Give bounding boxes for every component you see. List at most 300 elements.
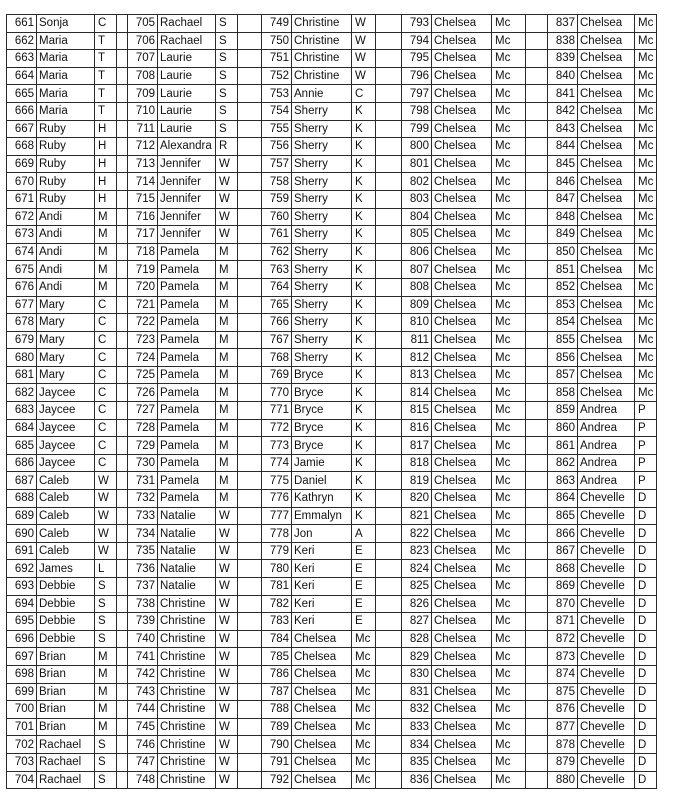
first-name-cell: Chelsea	[432, 32, 492, 50]
entry-number-cell: 705	[128, 15, 158, 33]
entry-number-cell: 822	[402, 525, 432, 543]
first-name-cell: Mary	[37, 296, 95, 314]
empty-cell	[238, 507, 262, 525]
empty-cell	[117, 15, 128, 33]
code-cell: Mc	[492, 296, 526, 314]
first-name-cell: Ruby	[37, 190, 95, 208]
empty-cell	[238, 138, 262, 156]
first-name-cell: Maria	[37, 32, 95, 50]
code-cell: Mc	[492, 102, 526, 120]
code-cell: E	[352, 578, 376, 596]
entry-number-cell: 770	[262, 384, 292, 402]
entry-number-cell: 779	[262, 542, 292, 560]
first-name-cell: Chelsea	[432, 542, 492, 560]
entry-number-cell: 767	[262, 331, 292, 349]
first-name-cell: Rachael	[37, 736, 95, 754]
first-name-cell: Ruby	[37, 173, 95, 191]
code-cell: M	[95, 261, 117, 279]
entry-number-cell: 812	[402, 349, 432, 367]
empty-cell	[526, 419, 548, 437]
empty-cell	[238, 366, 262, 384]
code-cell: K	[352, 102, 376, 120]
code-cell: M	[95, 648, 117, 666]
first-name-cell: Pamela	[158, 261, 216, 279]
first-name-cell: Christine	[292, 67, 352, 85]
entry-number-cell: 668	[7, 138, 37, 156]
first-name-cell: Chelsea	[432, 507, 492, 525]
first-name-cell: Chelsea	[432, 595, 492, 613]
entry-number-cell: 784	[262, 630, 292, 648]
first-name-cell: Chelsea	[432, 50, 492, 68]
empty-cell	[526, 366, 548, 384]
first-name-cell: Chelsea	[578, 15, 635, 33]
entry-number-cell: 776	[262, 490, 292, 508]
code-cell: Mc	[492, 630, 526, 648]
code-cell: Mc	[492, 67, 526, 85]
empty-cell	[238, 190, 262, 208]
first-name-cell: Chelsea	[578, 349, 635, 367]
empty-cell	[117, 771, 128, 789]
first-name-cell: Chelsea	[292, 683, 352, 701]
code-cell: K	[352, 437, 376, 455]
code-cell: K	[352, 120, 376, 138]
first-name-cell: Chelsea	[292, 648, 352, 666]
entry-number-cell: 826	[402, 595, 432, 613]
empty-cell	[117, 542, 128, 560]
code-cell: S	[216, 32, 238, 50]
code-cell: D	[635, 701, 657, 719]
entry-number-cell: 712	[128, 138, 158, 156]
first-name-cell: Chelsea	[578, 314, 635, 332]
code-cell: S	[216, 120, 238, 138]
empty-cell	[238, 349, 262, 367]
code-cell: Mc	[635, 243, 657, 261]
first-name-cell: Chelsea	[432, 190, 492, 208]
first-name-cell: Pamela	[158, 384, 216, 402]
first-name-cell: Brian	[37, 718, 95, 736]
empty-cell	[117, 278, 128, 296]
code-cell: W	[216, 665, 238, 683]
empty-cell	[526, 771, 548, 789]
first-name-cell: Jon	[292, 525, 352, 543]
code-cell: W	[216, 542, 238, 560]
code-cell: Mc	[492, 349, 526, 367]
entry-number-cell: 666	[7, 102, 37, 120]
empty-cell	[238, 648, 262, 666]
first-name-cell: Andi	[37, 261, 95, 279]
code-cell: M	[216, 402, 238, 420]
empty-cell	[376, 613, 402, 631]
code-cell: Mc	[492, 525, 526, 543]
empty-cell	[376, 261, 402, 279]
code-cell: D	[635, 718, 657, 736]
code-cell: Mc	[635, 208, 657, 226]
first-name-cell: Rachael	[37, 771, 95, 789]
entry-number-cell: 851	[548, 261, 578, 279]
first-name-cell: Ruby	[37, 155, 95, 173]
code-cell: Mc	[492, 314, 526, 332]
code-cell: Mc	[492, 665, 526, 683]
first-name-cell: Chelsea	[578, 173, 635, 191]
empty-cell	[376, 525, 402, 543]
entry-number-cell: 867	[548, 542, 578, 560]
first-name-cell: Pamela	[158, 349, 216, 367]
entry-number-cell: 691	[7, 542, 37, 560]
empty-cell	[238, 718, 262, 736]
entry-number-cell: 817	[402, 437, 432, 455]
first-name-cell: Chelsea	[432, 454, 492, 472]
entry-number-cell: 696	[7, 630, 37, 648]
first-name-cell: Pamela	[158, 437, 216, 455]
code-cell: Mc	[492, 701, 526, 719]
code-cell: Mc	[635, 314, 657, 332]
empty-cell	[376, 32, 402, 50]
code-cell: Mc	[492, 472, 526, 490]
empty-cell	[117, 296, 128, 314]
first-name-cell: Rachael	[158, 32, 216, 50]
first-name-cell: Caleb	[37, 472, 95, 490]
code-cell: P	[635, 402, 657, 420]
entry-number-cell: 815	[402, 402, 432, 420]
code-cell: Mc	[635, 102, 657, 120]
entry-number-cell: 671	[7, 190, 37, 208]
entry-number-cell: 791	[262, 753, 292, 771]
table-row	[7, 718, 657, 736]
first-name-cell: Jamie	[292, 454, 352, 472]
first-name-cell: Pamela	[158, 296, 216, 314]
code-cell: K	[352, 226, 376, 244]
entry-number-cell: 861	[548, 437, 578, 455]
first-name-cell: Chelsea	[578, 85, 635, 103]
code-cell: Mc	[635, 296, 657, 314]
entry-number-cell: 680	[7, 349, 37, 367]
entry-number-cell: 747	[128, 753, 158, 771]
entry-number-cell: 814	[402, 384, 432, 402]
empty-cell	[376, 701, 402, 719]
code-cell: Mc	[492, 120, 526, 138]
first-name-cell: Sherry	[292, 102, 352, 120]
entry-number-cell: 819	[402, 472, 432, 490]
entry-number-cell: 876	[548, 701, 578, 719]
code-cell: Mc	[635, 349, 657, 367]
entry-number-cell: 727	[128, 402, 158, 420]
first-name-cell: Keri	[292, 613, 352, 631]
entry-number-cell: 749	[262, 15, 292, 33]
empty-cell	[376, 560, 402, 578]
table-row	[7, 472, 657, 490]
code-cell: W	[216, 736, 238, 754]
first-name-cell: Chelsea	[292, 701, 352, 719]
code-cell: Mc	[492, 402, 526, 420]
entry-number-cell: 816	[402, 419, 432, 437]
first-name-cell: Chelsea	[578, 226, 635, 244]
empty-cell	[526, 67, 548, 85]
code-cell: K	[352, 454, 376, 472]
empty-cell	[238, 542, 262, 560]
code-cell: Mc	[635, 15, 657, 33]
entry-number-cell: 720	[128, 278, 158, 296]
empty-cell	[526, 85, 548, 103]
first-name-cell: Mary	[37, 314, 95, 332]
empty-cell	[238, 32, 262, 50]
code-cell: Mc	[492, 50, 526, 68]
code-cell: Mc	[492, 718, 526, 736]
code-cell: S	[95, 630, 117, 648]
first-name-cell: Chelsea	[432, 613, 492, 631]
code-cell: S	[216, 50, 238, 68]
empty-cell	[117, 419, 128, 437]
first-name-cell: Jaycee	[37, 454, 95, 472]
empty-cell	[117, 578, 128, 596]
code-cell: W	[95, 542, 117, 560]
code-cell: Mc	[492, 490, 526, 508]
code-cell: Mc	[492, 595, 526, 613]
entry-number-cell: 857	[548, 366, 578, 384]
entry-number-cell: 877	[548, 718, 578, 736]
first-name-cell: Chevelle	[578, 753, 635, 771]
code-cell: K	[352, 173, 376, 191]
entry-number-cell: 707	[128, 50, 158, 68]
first-name-cell: Sherry	[292, 314, 352, 332]
entry-number-cell: 789	[262, 718, 292, 736]
code-cell: K	[352, 331, 376, 349]
first-name-cell: Chelsea	[578, 296, 635, 314]
entry-number-cell: 735	[128, 542, 158, 560]
entry-number-cell: 702	[7, 736, 37, 754]
entry-number-cell: 858	[548, 384, 578, 402]
empty-cell	[376, 366, 402, 384]
first-name-cell: Pamela	[158, 419, 216, 437]
entry-number-cell: 865	[548, 507, 578, 525]
first-name-cell: Chelsea	[432, 683, 492, 701]
empty-cell	[376, 349, 402, 367]
entry-number-cell: 820	[402, 490, 432, 508]
empty-cell	[526, 507, 548, 525]
entry-number-cell: 773	[262, 437, 292, 455]
empty-cell	[117, 32, 128, 50]
entry-number-cell: 687	[7, 472, 37, 490]
empty-cell	[526, 296, 548, 314]
first-name-cell: Chevelle	[578, 490, 635, 508]
entry-number-cell: 732	[128, 490, 158, 508]
code-cell: Mc	[635, 261, 657, 279]
code-cell: L	[95, 560, 117, 578]
code-cell: Mc	[492, 85, 526, 103]
table-row	[7, 525, 657, 543]
first-name-cell: Chelsea	[432, 278, 492, 296]
code-cell: M	[95, 243, 117, 261]
empty-cell	[376, 595, 402, 613]
first-name-cell: Debbie	[37, 595, 95, 613]
entry-number-cell: 835	[402, 753, 432, 771]
entry-number-cell: 818	[402, 454, 432, 472]
empty-cell	[376, 490, 402, 508]
entry-number-cell: 704	[7, 771, 37, 789]
entry-number-cell: 745	[128, 718, 158, 736]
table-row	[7, 208, 657, 226]
code-cell: Mc	[492, 683, 526, 701]
first-name-cell: Bryce	[292, 402, 352, 420]
code-cell: M	[216, 314, 238, 332]
code-cell: Mc	[492, 507, 526, 525]
empty-cell	[117, 190, 128, 208]
entry-number-cell: 759	[262, 190, 292, 208]
empty-cell	[117, 226, 128, 244]
empty-cell	[526, 226, 548, 244]
first-name-cell: Christine	[158, 701, 216, 719]
first-name-cell: Natalie	[158, 525, 216, 543]
first-name-cell: Keri	[292, 578, 352, 596]
first-name-cell: Caleb	[37, 507, 95, 525]
entry-number-cell: 801	[402, 155, 432, 173]
roster-table-body	[7, 15, 657, 789]
entry-number-cell: 811	[402, 331, 432, 349]
empty-cell	[117, 155, 128, 173]
code-cell: Mc	[635, 50, 657, 68]
empty-cell	[238, 437, 262, 455]
table-row	[7, 190, 657, 208]
entry-number-cell: 665	[7, 85, 37, 103]
table-row	[7, 490, 657, 508]
empty-cell	[526, 472, 548, 490]
entry-number-cell: 821	[402, 507, 432, 525]
code-cell: W	[216, 173, 238, 191]
entry-number-cell: 714	[128, 173, 158, 191]
entry-number-cell: 695	[7, 613, 37, 631]
first-name-cell: Chelsea	[432, 296, 492, 314]
code-cell: Mc	[635, 190, 657, 208]
code-cell: W	[216, 226, 238, 244]
table-row	[7, 560, 657, 578]
first-name-cell: Keri	[292, 542, 352, 560]
first-name-cell: Chevelle	[578, 578, 635, 596]
empty-cell	[376, 243, 402, 261]
code-cell: W	[216, 753, 238, 771]
table-row	[7, 32, 657, 50]
first-name-cell: Chelsea	[432, 102, 492, 120]
first-name-cell: Chelsea	[432, 120, 492, 138]
code-cell: Mc	[492, 32, 526, 50]
first-name-cell: Chelsea	[292, 718, 352, 736]
first-name-cell: Ruby	[37, 138, 95, 156]
code-cell: W	[216, 613, 238, 631]
empty-cell	[117, 138, 128, 156]
empty-cell	[117, 349, 128, 367]
empty-cell	[526, 349, 548, 367]
code-cell: Mc	[492, 15, 526, 33]
first-name-cell: Mary	[37, 331, 95, 349]
first-name-cell: Sherry	[292, 331, 352, 349]
entry-number-cell: 840	[548, 67, 578, 85]
code-cell: C	[95, 314, 117, 332]
code-cell: D	[635, 490, 657, 508]
entry-number-cell: 838	[548, 32, 578, 50]
first-name-cell: Chevelle	[578, 560, 635, 578]
first-name-cell: Pamela	[158, 454, 216, 472]
first-name-cell: Rachael	[158, 15, 216, 33]
entry-number-cell: 824	[402, 560, 432, 578]
code-cell: E	[352, 595, 376, 613]
first-name-cell: Chelsea	[578, 102, 635, 120]
first-name-cell: Chelsea	[432, 261, 492, 279]
empty-cell	[526, 261, 548, 279]
code-cell: W	[216, 190, 238, 208]
empty-cell	[117, 525, 128, 543]
code-cell: Mc	[492, 560, 526, 578]
code-cell: Mc	[635, 85, 657, 103]
entry-number-cell: 736	[128, 560, 158, 578]
entry-number-cell: 798	[402, 102, 432, 120]
first-name-cell: Chelsea	[292, 753, 352, 771]
entry-number-cell: 716	[128, 208, 158, 226]
first-name-cell: Laurie	[158, 67, 216, 85]
entry-number-cell: 682	[7, 384, 37, 402]
empty-cell	[238, 208, 262, 226]
first-name-cell: Christine	[158, 648, 216, 666]
entry-number-cell: 842	[548, 102, 578, 120]
empty-cell	[117, 630, 128, 648]
entry-number-cell: 689	[7, 507, 37, 525]
first-name-cell: Pamela	[158, 314, 216, 332]
code-cell: Mc	[635, 67, 657, 85]
empty-cell	[117, 85, 128, 103]
empty-cell	[376, 718, 402, 736]
empty-cell	[376, 278, 402, 296]
table-row	[7, 366, 657, 384]
empty-cell	[526, 331, 548, 349]
code-cell: M	[216, 296, 238, 314]
entry-number-cell: 669	[7, 155, 37, 173]
entry-number-cell: 675	[7, 261, 37, 279]
empty-cell	[238, 173, 262, 191]
first-name-cell: Jaycee	[37, 384, 95, 402]
code-cell: Mc	[635, 331, 657, 349]
first-name-cell: Christine	[292, 15, 352, 33]
code-cell: M	[95, 701, 117, 719]
first-name-cell: Sherry	[292, 190, 352, 208]
entry-number-cell: 847	[548, 190, 578, 208]
entry-number-cell: 756	[262, 138, 292, 156]
entry-number-cell: 769	[262, 366, 292, 384]
code-cell: S	[95, 613, 117, 631]
empty-cell	[117, 384, 128, 402]
empty-cell	[376, 454, 402, 472]
empty-cell	[117, 507, 128, 525]
entry-number-cell: 863	[548, 472, 578, 490]
first-name-cell: Chevelle	[578, 665, 635, 683]
code-cell: D	[635, 613, 657, 631]
code-cell: M	[216, 349, 238, 367]
first-name-cell: Chevelle	[578, 701, 635, 719]
code-cell: E	[352, 560, 376, 578]
code-cell: H	[95, 138, 117, 156]
code-cell: K	[352, 349, 376, 367]
first-name-cell: Sherry	[292, 120, 352, 138]
first-name-cell: Chelsea	[578, 120, 635, 138]
empty-cell	[117, 613, 128, 631]
entry-number-cell: 831	[402, 683, 432, 701]
code-cell: M	[95, 683, 117, 701]
empty-cell	[238, 155, 262, 173]
entry-number-cell: 762	[262, 243, 292, 261]
code-cell: Mc	[352, 630, 376, 648]
entry-number-cell: 746	[128, 736, 158, 754]
code-cell: C	[95, 419, 117, 437]
code-cell: K	[352, 419, 376, 437]
code-cell: Mc	[635, 173, 657, 191]
empty-cell	[117, 50, 128, 68]
code-cell: Mc	[492, 771, 526, 789]
